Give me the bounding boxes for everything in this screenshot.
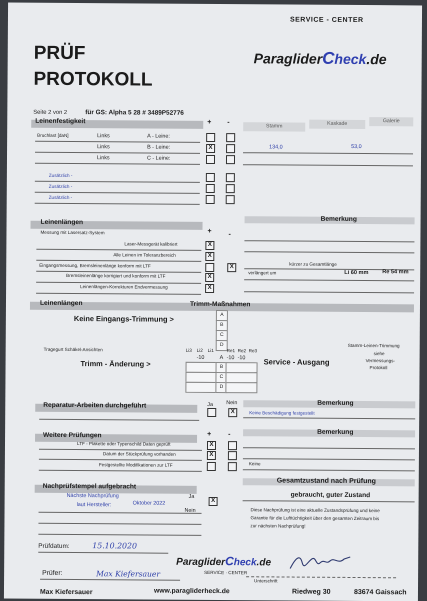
- rule: [36, 293, 201, 295]
- page-title-line2: PROTOKOLL: [33, 68, 153, 91]
- row-a-line: A - Leine:: [147, 133, 170, 140]
- gs-label: für GS:: [85, 109, 107, 117]
- trimm-letter-d-2: D: [215, 382, 227, 393]
- trimm-row-a-prefix: A: [219, 355, 224, 362]
- col-kaskade: Kaskade: [309, 120, 365, 129]
- rule: [39, 419, 199, 421]
- stamm-trimmung-label: Stamm-Leinen-Trimmung: [347, 342, 400, 349]
- extra-2-minus-checkbox[interactable]: [226, 184, 235, 193]
- row-b-side: Links: [97, 144, 110, 151]
- rule: [244, 279, 414, 281]
- row-c-side: Links: [96, 155, 110, 162]
- rule: [243, 469, 415, 471]
- extra-1-plus-checkbox[interactable]: [206, 173, 215, 182]
- left-extension: Li 60 mm: [344, 269, 369, 277]
- service-center-label: SERVICE - CENTER: [289, 16, 364, 25]
- ll-row-4-label: Bremsleinenlänge korrigiert und konform mit LTF: [66, 272, 166, 279]
- trimm-letter-b: B: [216, 320, 228, 331]
- rule: [35, 141, 200, 143]
- trimm-right-value-1: -10: [226, 355, 235, 362]
- trimm-right-value-2: -10: [237, 355, 246, 362]
- nachpruef-ja-checkbox[interactable]: X: [209, 497, 218, 506]
- ll-row-5-label: Leinenlängen-Korrekturen Endvermessung: [80, 284, 168, 290]
- rule: [38, 534, 201, 536]
- plus-header-2: +: [207, 227, 212, 235]
- row-c-line: C - Leine:: [146, 155, 171, 162]
- ll-row-2-checkbox[interactable]: X: [205, 252, 214, 261]
- gesamt-title: Gesamtzustand nach Prüfung: [276, 477, 376, 486]
- trimm-grid-right-d: [225, 382, 257, 393]
- extra-1-minus-checkbox[interactable]: [226, 173, 235, 182]
- footer-logo-part3: .de: [256, 557, 272, 569]
- trimm-left-value: -10: [196, 354, 205, 361]
- pruefer-label: Prüfer:: [42, 569, 63, 577]
- trimm-letter-d: D: [216, 340, 228, 351]
- pruefdatum-value: 15.10.2020: [92, 541, 137, 551]
- protokoll-label: Protokoll: [369, 365, 388, 371]
- section-title-nachpruef: Nachprüfstempel aufgebracht: [42, 482, 137, 491]
- rule: [39, 459, 202, 461]
- reparatur-bemerkung-label: Bemerkung: [317, 399, 354, 407]
- trimm-letter-c-2: C: [215, 372, 227, 383]
- rule: [35, 163, 200, 165]
- reparatur-ja-label: Ja: [207, 401, 214, 409]
- rule: [244, 240, 414, 242]
- vermessungs-label: Vermessungs-: [365, 358, 395, 364]
- gesamt-text-3: zur nächsten Nachprüfung!: [250, 523, 306, 529]
- reparatur-nein-label: Nein: [226, 400, 238, 407]
- kuerzer-label: kürzer zu Gesamtlänge: [289, 261, 337, 267]
- section-title-leinenlaengen-2: Leinenlängen: [39, 299, 83, 308]
- kaskade-value: 53,0: [351, 143, 362, 151]
- ll-row-5-checkbox[interactable]: X: [205, 284, 214, 293]
- rule: [35, 152, 200, 154]
- trimm-letter-a: A: [216, 310, 228, 321]
- pruefdatum-label: Prüfdatum:: [38, 542, 70, 551]
- row-a-plus-checkbox[interactable]: [206, 133, 215, 142]
- ll-row-3-label: Eingangsmessung, Bremsleinenlänge konform mit LTF: [39, 262, 151, 269]
- weitere-row-2-checkbox[interactable]: X: [207, 451, 216, 460]
- ll-row-1-label: Laser-Messgerät kalibriert: [124, 241, 178, 247]
- weitere-row-2-label: Datum der Stückprüfung vorhanden: [102, 451, 176, 457]
- footer-logo-part2: heck: [233, 557, 257, 569]
- minus-header-2: -: [228, 231, 231, 239]
- footer-city: 83674 Gaissach: [353, 588, 407, 597]
- page-info: Seite 2 von 2: [33, 109, 68, 116]
- rule: [39, 470, 202, 472]
- bruchlast-label: Bruchlast [daN]: [37, 132, 69, 138]
- rule: [35, 192, 200, 194]
- trimm-grid-left-d: [185, 382, 217, 393]
- footer-address: Riedweg 30: [291, 588, 331, 596]
- gesamt-text-2: Garantie für die Lufttüchtigkeit über den gesamten Zeitraum bis: [250, 515, 380, 522]
- section-title-reparatur: Reparatur-Arbeiten durchgeführt: [43, 401, 147, 410]
- section-title-leinenlaengen: Leinenlängen: [40, 218, 84, 227]
- trimm-letter-c: C: [216, 330, 228, 341]
- gs-value: Alpha 5 28 # 3489P52776: [108, 109, 184, 117]
- stamm-value: 134,0: [269, 144, 283, 151]
- logo-text-part2: heck: [334, 50, 367, 68]
- row-b-line: B - Leine:: [147, 144, 171, 151]
- rule: [35, 203, 200, 205]
- ll-row-1-checkbox[interactable]: X: [205, 241, 214, 250]
- col-head-li1: Li1: [207, 347, 214, 354]
- rule: [38, 523, 201, 525]
- rule: [39, 512, 202, 514]
- col-head-li3: Li3: [185, 347, 192, 353]
- row-a-minus-checkbox[interactable]: [226, 133, 235, 142]
- inspection-protocol-sheet: [4, 3, 422, 601]
- service-ausgang: Service - Ausgang: [263, 357, 330, 367]
- weitere-plus: +: [207, 430, 212, 438]
- rule: [244, 251, 414, 253]
- extra-2: Zusätzlich -: [48, 183, 73, 190]
- messsystem-label: Messung mit Lasersatz-System: [40, 229, 105, 236]
- footer-logo-c-icon: C: [225, 554, 234, 569]
- trimm-title: Trimm-Maßnahmen: [189, 300, 251, 309]
- unterschrift-label: Unterschrift: [254, 578, 278, 584]
- rule: [40, 579, 180, 581]
- col-galerie: Galerie: [369, 117, 413, 126]
- tragegurt-label: Tragegurt Schäkel-Ansichten: [43, 346, 103, 353]
- weitere-keine: Keine: [248, 461, 261, 467]
- col-stamm: Stamm: [243, 122, 305, 131]
- rule: [243, 152, 413, 154]
- plus-header: +: [207, 118, 212, 126]
- logo-c-icon: C: [322, 48, 335, 68]
- row-b-plus-checkbox[interactable]: X: [206, 144, 215, 153]
- footer-website[interactable]: www.paragliderheck.de: [153, 587, 230, 596]
- rule: [243, 164, 413, 166]
- rule: [243, 417, 415, 419]
- rule: [243, 500, 415, 502]
- weitere-row-3-checkbox[interactable]: [207, 462, 216, 471]
- logo-text-part1: Paraglider: [253, 50, 323, 67]
- rule: [243, 458, 415, 460]
- col-head-re3: Re3: [248, 348, 258, 354]
- rule: [35, 181, 200, 183]
- weitere-row-1-label: LTF - Plakette oder Typenschild Daten geprüft: [76, 441, 171, 447]
- footer-logo: [176, 554, 271, 569]
- weitere-row-3-minus[interactable]: [228, 462, 237, 471]
- footer-logo-part1: Paraglider: [176, 556, 226, 569]
- signature-icon: [286, 551, 356, 575]
- gesamt-value: gebraucht, guter Zustand: [290, 491, 371, 500]
- extra-3-minus-checkbox[interactable]: [226, 195, 235, 204]
- right-extension: Re 54 mm: [382, 269, 409, 276]
- rule: [243, 447, 415, 449]
- col-head-li2: Li2: [196, 347, 203, 353]
- extra-3: Zusätzlich -: [48, 194, 73, 201]
- extra-1: Zusätzlich -: [48, 172, 73, 179]
- footer-service-center: SERVICE · CENTER: [204, 569, 248, 576]
- nachpruef-ja-label: Ja: [188, 493, 195, 500]
- laut-hersteller: laut Hersteller:: [76, 502, 112, 509]
- ll-row-2-label: Alle Leinen im Toleranzbereich: [113, 252, 176, 258]
- weitere-bemerkung-label: Bemerkung: [317, 428, 354, 436]
- weitere-row-3-label: Festgestellte Modifikationen zur LTF: [98, 462, 173, 468]
- ll-row-3-minus-checkbox[interactable]: X: [227, 263, 236, 272]
- rule: [36, 249, 201, 251]
- row-c-plus-checkbox[interactable]: [206, 155, 215, 164]
- logo-text-part3: .de: [366, 51, 387, 68]
- section-title-weitere: Weitere Prüfungen: [43, 431, 102, 440]
- nachpruef-nein-label: Nein: [184, 507, 196, 514]
- footer-name: Max Kiefersauer: [39, 588, 93, 597]
- section-title-leinenfestigkeit: Leinenfestigkeit: [35, 117, 86, 126]
- row-a-side: Links: [97, 133, 110, 140]
- weitere-row-1-minus[interactable]: [228, 441, 237, 450]
- rule: [244, 291, 414, 293]
- rule: [38, 552, 168, 554]
- ll-row-4-checkbox[interactable]: X: [205, 273, 214, 282]
- col-head-re2: Re2: [237, 348, 247, 354]
- gs-info: [85, 109, 184, 117]
- brand-logo: [254, 48, 387, 69]
- reparatur-nein-checkbox[interactable]: X: [228, 408, 237, 417]
- bemerkung-label: Bemerkung: [320, 215, 357, 224]
- rule: [36, 260, 201, 262]
- page-title-line1: PRÜF: [33, 42, 86, 65]
- extra-3-plus-checkbox[interactable]: [206, 195, 215, 204]
- trimm-letter-b-2: B: [216, 362, 228, 373]
- keine-beschaedigung: Keine Beschädigung festgestellt: [249, 410, 315, 416]
- row-c-minus-checkbox[interactable]: [226, 155, 235, 164]
- siehe-label: siehe: [373, 351, 385, 357]
- weitere-minus: -: [228, 431, 231, 439]
- naechste-label: Nächste Nachprüfung: [66, 492, 119, 500]
- weitere-row-1-checkbox[interactable]: X: [207, 441, 216, 450]
- verlaengert-label: verlängert um: [248, 270, 277, 276]
- weitere-row-2-minus[interactable]: [228, 451, 237, 460]
- extra-2-plus-checkbox[interactable]: [206, 184, 215, 193]
- col-head-re1: Re1: [226, 348, 236, 354]
- reparatur-ja-checkbox[interactable]: [207, 408, 216, 417]
- pruefer-value: Max Kiefersauer: [96, 569, 161, 579]
- minus-header: -: [227, 119, 230, 127]
- row-b-minus-checkbox[interactable]: [226, 144, 235, 153]
- gesamt-text-1: Diese Nachprüfung ist eine aktuelle Zustandsprüfung und keine: [250, 507, 380, 514]
- ll-row-3-checkbox[interactable]: [205, 263, 214, 272]
- naechste-datum: Oktober 2022: [132, 500, 166, 507]
- trimm-aenderung: Trimm - Änderung >: [80, 359, 151, 369]
- keine-trimmung: Keine Eingangs-Trimmung >: [73, 314, 174, 324]
